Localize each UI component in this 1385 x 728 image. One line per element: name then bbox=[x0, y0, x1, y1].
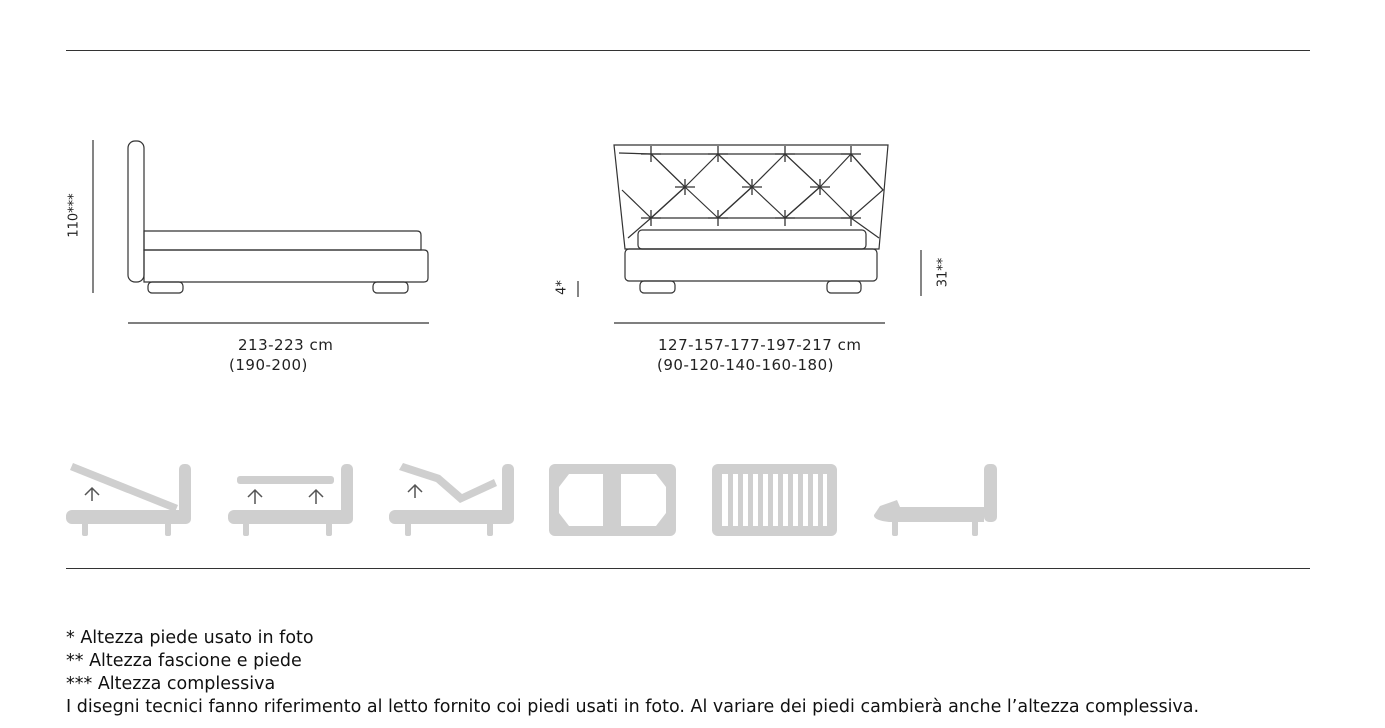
split-mattress-top-view-icon bbox=[549, 464, 676, 536]
front-width-label: 127-157-177-197-217 cm bbox=[658, 336, 862, 354]
footnotes bbox=[66, 627, 1199, 719]
footnote-frame-height: ** Altezza fascione e piede bbox=[66, 651, 302, 671]
front-foot-height-label: 4* bbox=[554, 280, 570, 295]
footnote-foot-height: * Altezza piede usato in foto bbox=[66, 628, 314, 648]
footnote-disclaimer: I disegni tecnici fanno riferimento al letto fornito coi piedi usati in foto. Al variare dei piedi cambierà anche l’altezza complessiva. bbox=[66, 697, 1200, 717]
side-length-sub-label: (190-200) bbox=[229, 356, 308, 374]
side-height-label: 110*** bbox=[66, 193, 82, 238]
slatted-base-top-view-icon bbox=[712, 464, 837, 536]
low-platform-bed-icon bbox=[874, 464, 997, 536]
front-width-sub-label: (90-120-140-160-180) bbox=[657, 356, 834, 374]
front-frame-height-label: 31** bbox=[935, 257, 951, 288]
footnote-overall-height: *** Altezza complessiva bbox=[66, 674, 276, 694]
bottom-divider bbox=[66, 568, 1310, 569]
side-lift-storage-icon bbox=[66, 463, 191, 536]
side-length-label: 213-223 cm bbox=[238, 336, 334, 354]
double-lift-storage-icon bbox=[228, 464, 353, 536]
adjustable-base-icon bbox=[389, 463, 514, 536]
